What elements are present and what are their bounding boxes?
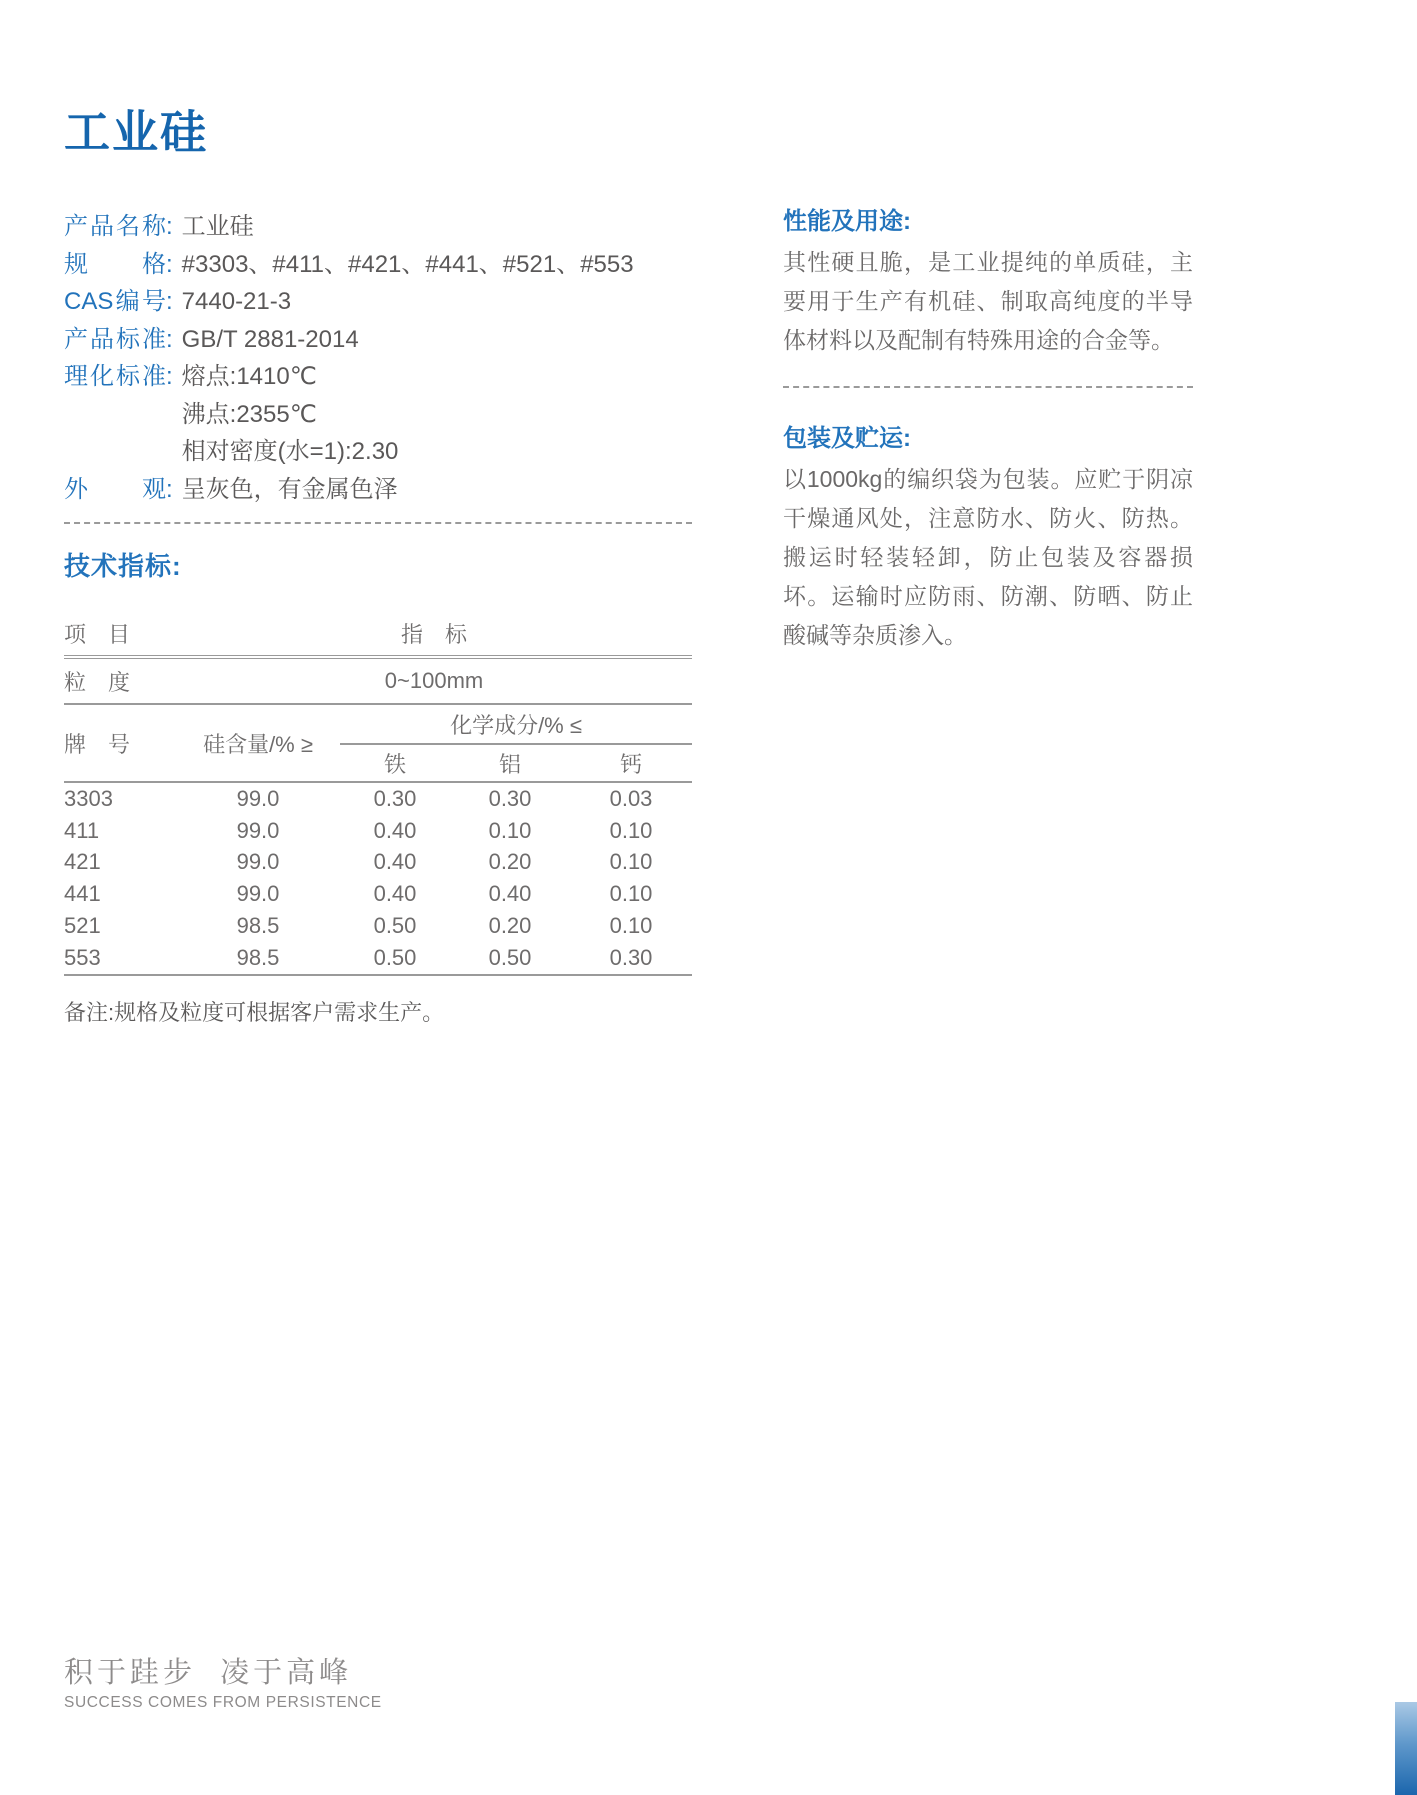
info-value: #3303、#411、#421、#441、#521、#553: [181, 250, 634, 278]
col-header-ca: 钙: [570, 744, 692, 782]
packaging-heading: 包装及贮运:: [783, 425, 911, 452]
cell-ca: 0.10: [609, 817, 653, 843]
cell-ca: 0.30: [570, 942, 692, 975]
cell-grade: 553: [64, 942, 176, 975]
info-label: 产品名称: [64, 213, 166, 240]
performance-body: 其性硬且脆，是工业提纯的单质硅，主要用于生产有机硅、制取高纯度的半导体材料以及配制有特殊用途的合金等。: [783, 249, 1193, 353]
info-row-boiling: [64, 396, 692, 434]
cell-fe: 0.50: [340, 942, 450, 975]
col-header-chem: 化学成分/% ≤: [340, 704, 692, 744]
cell-si: 99.0: [236, 849, 280, 875]
tech-specs-table: [64, 611, 692, 976]
cell-grade: 521: [64, 913, 101, 939]
info-label: 产品标准: [64, 325, 166, 353]
left-dashed-divider: [64, 522, 692, 524]
cell-fe: 0.50: [373, 913, 417, 939]
particle-size-value: 0~100mm: [176, 657, 692, 704]
info-value: 呈灰色，有金属色泽: [181, 475, 398, 503]
info-value: 熔点:1410℃: [181, 363, 317, 390]
particle-size-row: [64, 657, 692, 704]
corner-gradient-bar: [1395, 1702, 1417, 1795]
cell-al: 0.50: [450, 942, 570, 975]
table-subheader-row-1: [64, 704, 692, 744]
cell-fe: 0.30: [373, 785, 417, 811]
performance-heading: 性能及用途:: [783, 208, 911, 235]
cell-si: 99.0: [236, 817, 280, 843]
cell-al: 0.10: [488, 817, 532, 843]
info-row-density: [64, 433, 692, 471]
table-row: [64, 782, 692, 815]
right-info-section: [783, 205, 1193, 655]
table-row: [64, 815, 692, 847]
info-value: 沸点:2355℃: [181, 400, 317, 428]
info-row-cas: CAS编号 : 7440-21-3: [64, 283, 692, 321]
table-header-row: [64, 611, 692, 657]
cell-fe: 0.40: [373, 881, 417, 907]
cell-si: 98.5: [176, 942, 340, 975]
table-row: [64, 910, 692, 942]
table-note: 备注:规格及粒度可根据客户需求生产。: [64, 999, 445, 1025]
product-info-section: [64, 208, 692, 1027]
info-row-physchem: 理化标准 : 熔点:1410℃: [64, 358, 692, 396]
cell-si: 98.5: [236, 913, 280, 939]
col-header-index: 指 标: [176, 611, 692, 657]
cell-al: 0.20: [488, 913, 532, 939]
cell-al: 0.40: [488, 881, 532, 907]
cell-fe: 0.40: [373, 849, 417, 875]
info-label: 外观: [64, 475, 166, 503]
info-row-product-name: 产品名称 : 工业硅: [64, 208, 692, 246]
packaging-body: 以1000kg的编织袋为包装。应贮于阴凉干燥通风处，注意防水、防火、防热。搬运时轻装轻卸，防止包装及容器损坏。运输时应防雨、防潮、防晒、防止酸碱等杂质渗入。: [783, 466, 1193, 648]
info-label: 规格: [64, 250, 166, 278]
cell-si: 99.0: [236, 785, 280, 811]
info-row-appearance: 外观 : 呈灰色，有金属色泽: [64, 471, 692, 509]
cell-ca: 0.10: [609, 849, 653, 875]
info-label: CAS编号: [64, 288, 166, 315]
table-row: [64, 878, 692, 910]
info-row-spec: 规格 : #3303、#411、#421、#441、#521、#553: [64, 246, 692, 284]
footer-slogan-cn: 积于跬步 凌于高峰: [64, 1657, 353, 1689]
info-value: 工业硅: [181, 213, 254, 240]
tech-specs-heading: 技术指标:: [64, 551, 182, 581]
col-header-fe: 铁: [340, 744, 450, 782]
cell-fe: 0.40: [373, 817, 417, 843]
info-row-standard: 产品标准 : GB/T 2881-2014: [64, 321, 692, 359]
cell-grade: 421: [64, 849, 101, 875]
info-value: GB/T 2881-2014: [181, 325, 359, 353]
cell-ca: 0.03: [609, 785, 653, 811]
info-value: 7440-21-3: [181, 288, 292, 315]
particle-size-label: 粒 度: [64, 657, 176, 704]
cell-al: 0.30: [488, 785, 532, 811]
table-row: [64, 847, 692, 879]
footer: [64, 1650, 382, 1712]
page-title: 工业硅: [64, 106, 208, 158]
cell-ca: 0.10: [609, 881, 653, 907]
col-header-al: 铝: [450, 744, 570, 782]
col-header-grade: 牌 号: [64, 704, 176, 782]
cell-grade: 3303: [64, 785, 113, 811]
table-row: [64, 942, 692, 975]
info-label: 理化标准: [64, 363, 166, 390]
cell-si: 99.0: [236, 881, 280, 907]
cell-ca: 0.10: [609, 913, 653, 939]
info-value: 相对密度(水=1):2.30: [181, 438, 399, 465]
col-header-si: 硅含量/% ≥: [176, 704, 340, 782]
cell-grade: 411: [64, 817, 100, 843]
right-dashed-divider: [783, 386, 1193, 388]
cell-al: 0.20: [488, 849, 532, 875]
cell-grade: 441: [64, 881, 101, 907]
footer-slogan-en: SUCCESS COMES FROM PERSISTENCE: [64, 1694, 382, 1711]
col-header-item: 项 目: [64, 611, 176, 657]
